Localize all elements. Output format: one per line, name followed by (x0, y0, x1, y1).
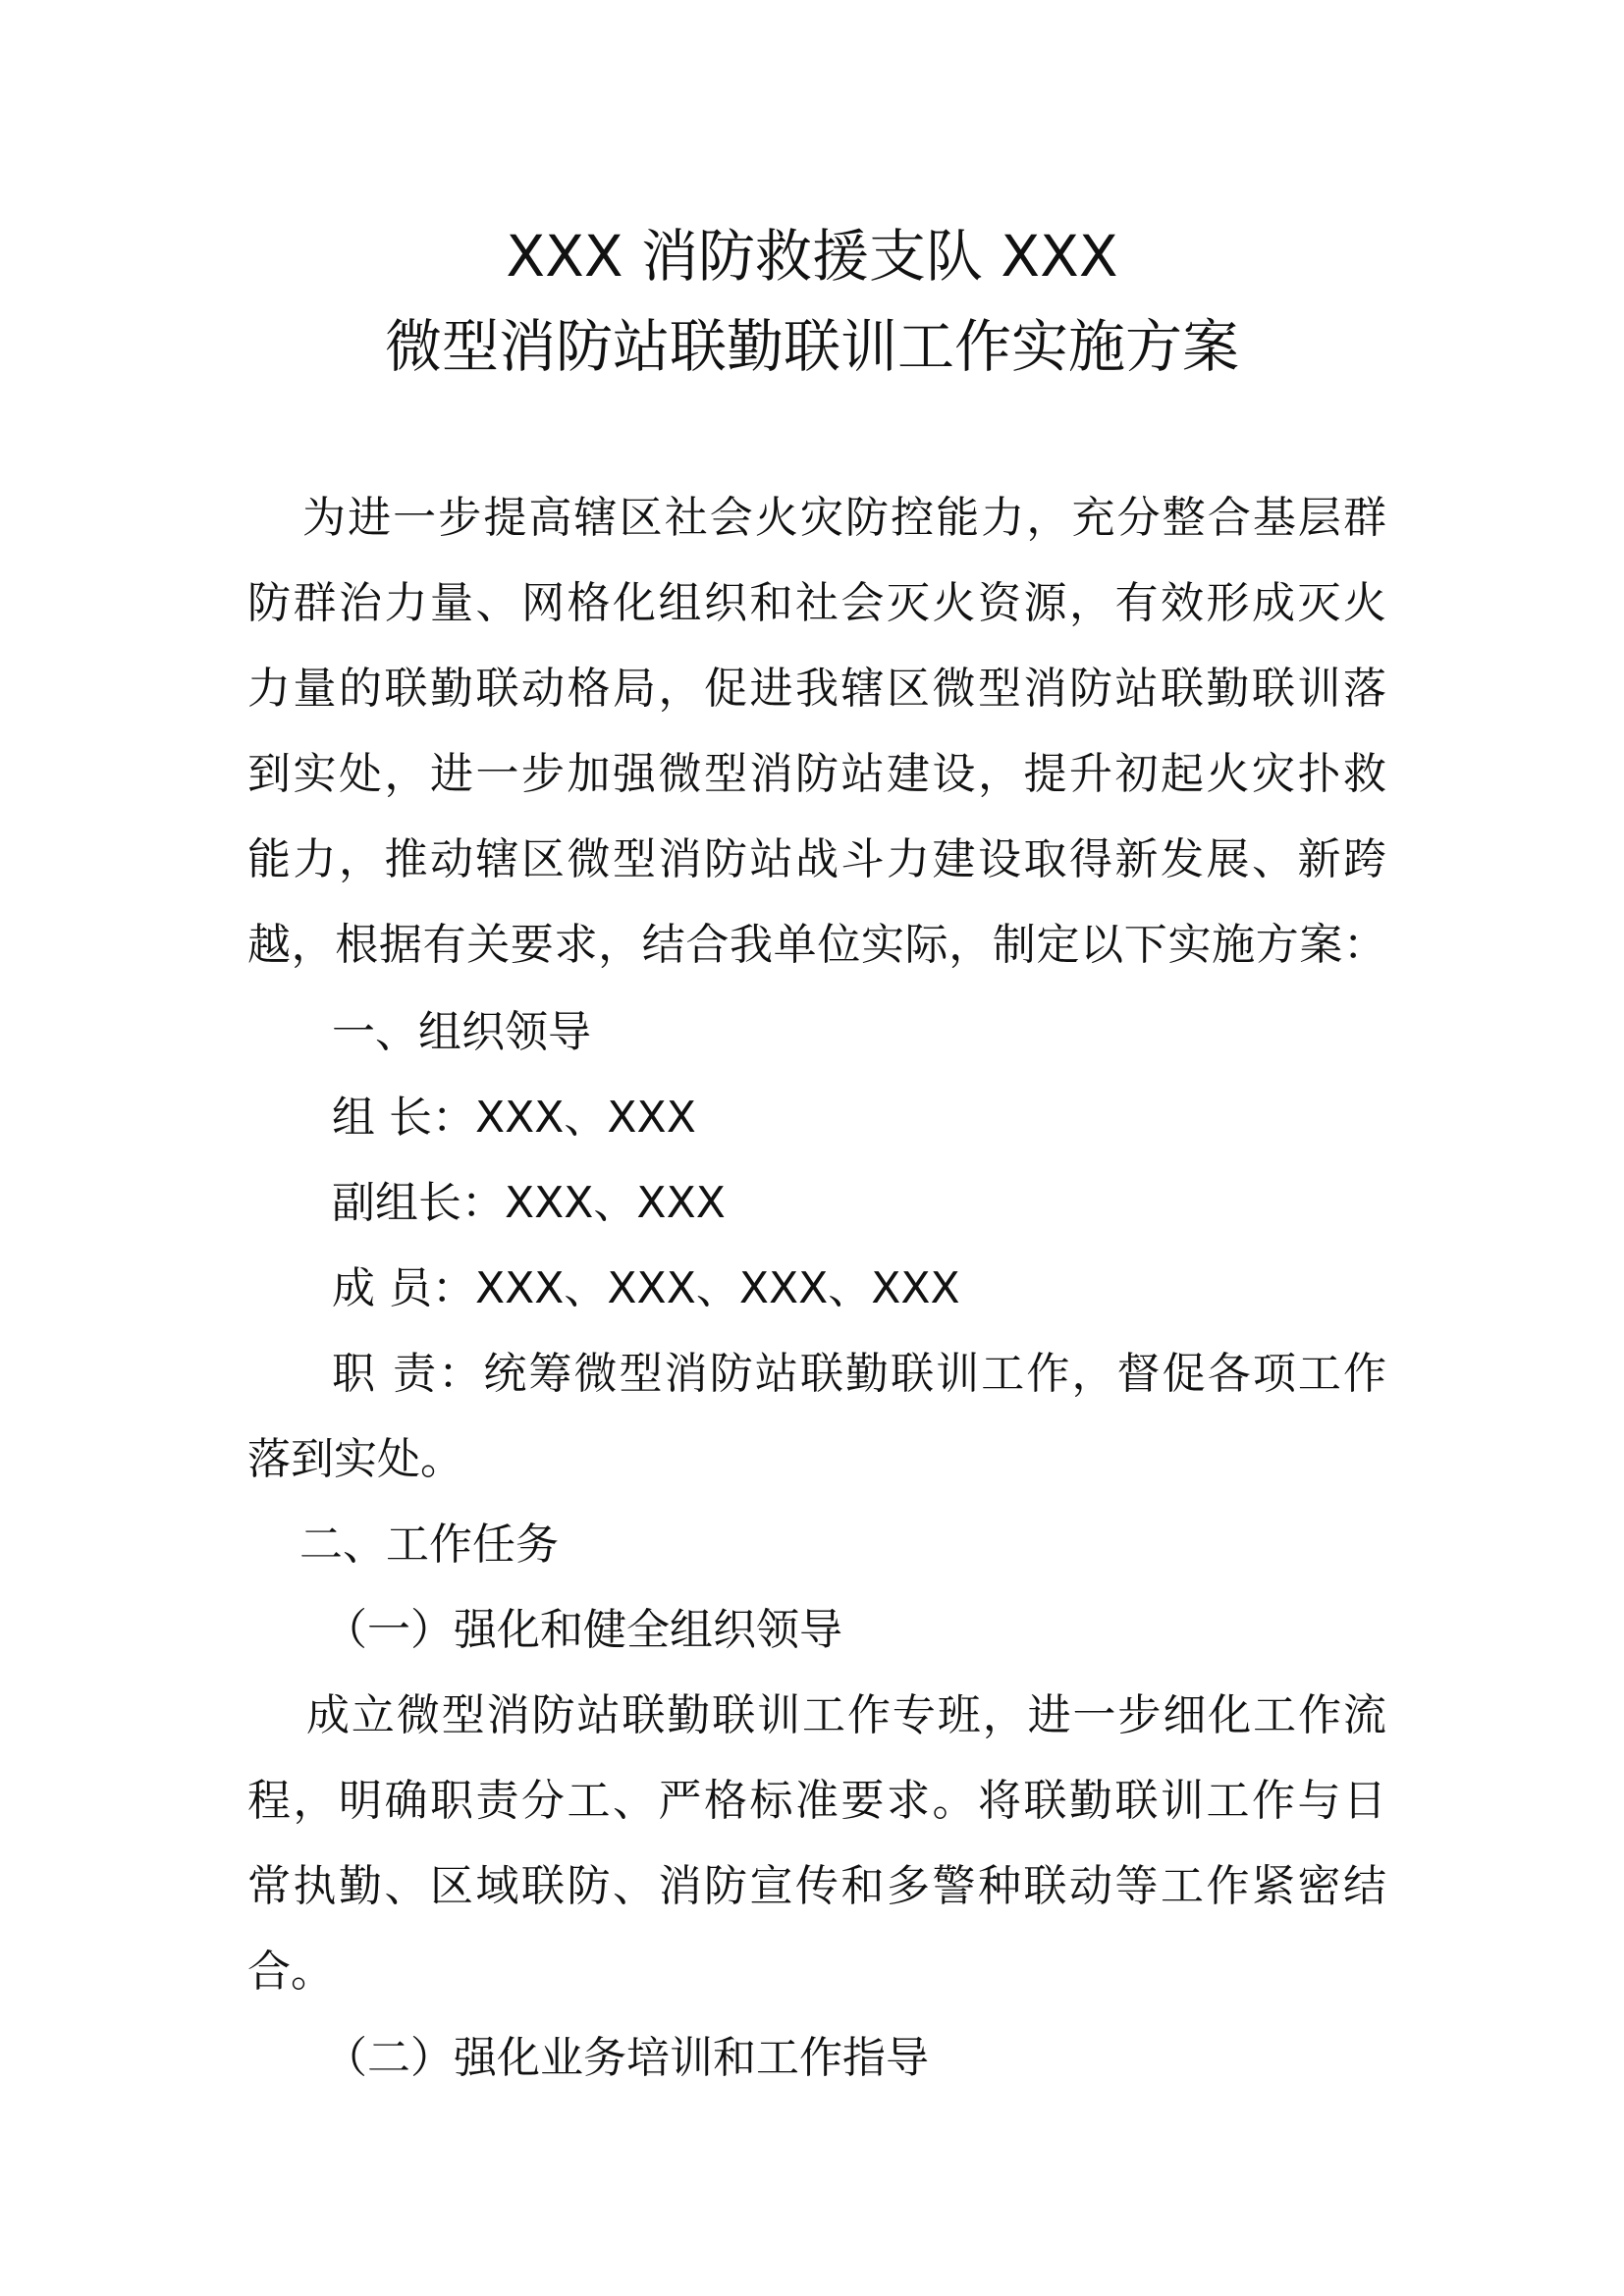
section-1-heading: 一、组织领导 (332, 1007, 591, 1057)
subsection-1-line-3: 常执勤、区域联防、消防宣传和多警种联动等工作紧密结 (247, 1861, 1386, 1911)
intro-line-6: 越，根据有关要求，结合我单位实际，制定以下实施方案： (247, 920, 1386, 970)
intro-line-2: 防群治力量、网格化组织和社会灭火资源，有效形成灭火 (247, 578, 1386, 628)
subsection-1-line-2: 程，明确职责分工、严格标准要求。将联勤联训工作与日 (247, 1776, 1386, 1826)
intro-line-5: 能力，推动辖区微型消防站战斗力建设取得新发展、新跨 (247, 834, 1386, 884)
subsection-1-line-1: 成立微型消防站联勤联训工作专班，进一步细化工作流 (306, 1690, 1386, 1740)
section-2-heading: 二、工作任务 (299, 1520, 559, 1570)
intro-line-4: 到实处，进一步加强微型消防站建设，提升初起火灾扑救 (247, 749, 1386, 799)
duty-line-2: 落到实处。 (247, 1434, 463, 1484)
deputy-leader-line: 副组长：XXX、XXX (332, 1178, 726, 1228)
document-title-line-1: XXX 消防救援支队 XXX (506, 223, 1118, 290)
subsection-2-heading: （二）强化业务培训和工作指导 (324, 2033, 929, 2083)
intro-line-3: 力量的联勤联动格局，促进我辖区微型消防站联勤联训落 (247, 664, 1386, 714)
members-line: 成 员：XXX、XXX、XXX、XXX (332, 1263, 960, 1313)
leader-line: 组 长：XXX、XXX (332, 1093, 696, 1143)
intro-line-1: 为进一步提高辖区社会火灾防控能力，充分整合基层群 (302, 493, 1386, 543)
document-title-line-2: 微型消防站联勤联训工作实施方案 (384, 313, 1239, 380)
subsection-1-line-4: 合。 (247, 1947, 334, 1997)
subsection-1-heading: （一）强化和健全组织领导 (324, 1605, 842, 1655)
duty-line-1: 职 责：统筹微型消防站联勤联训工作，督促各项工作 (332, 1349, 1386, 1399)
